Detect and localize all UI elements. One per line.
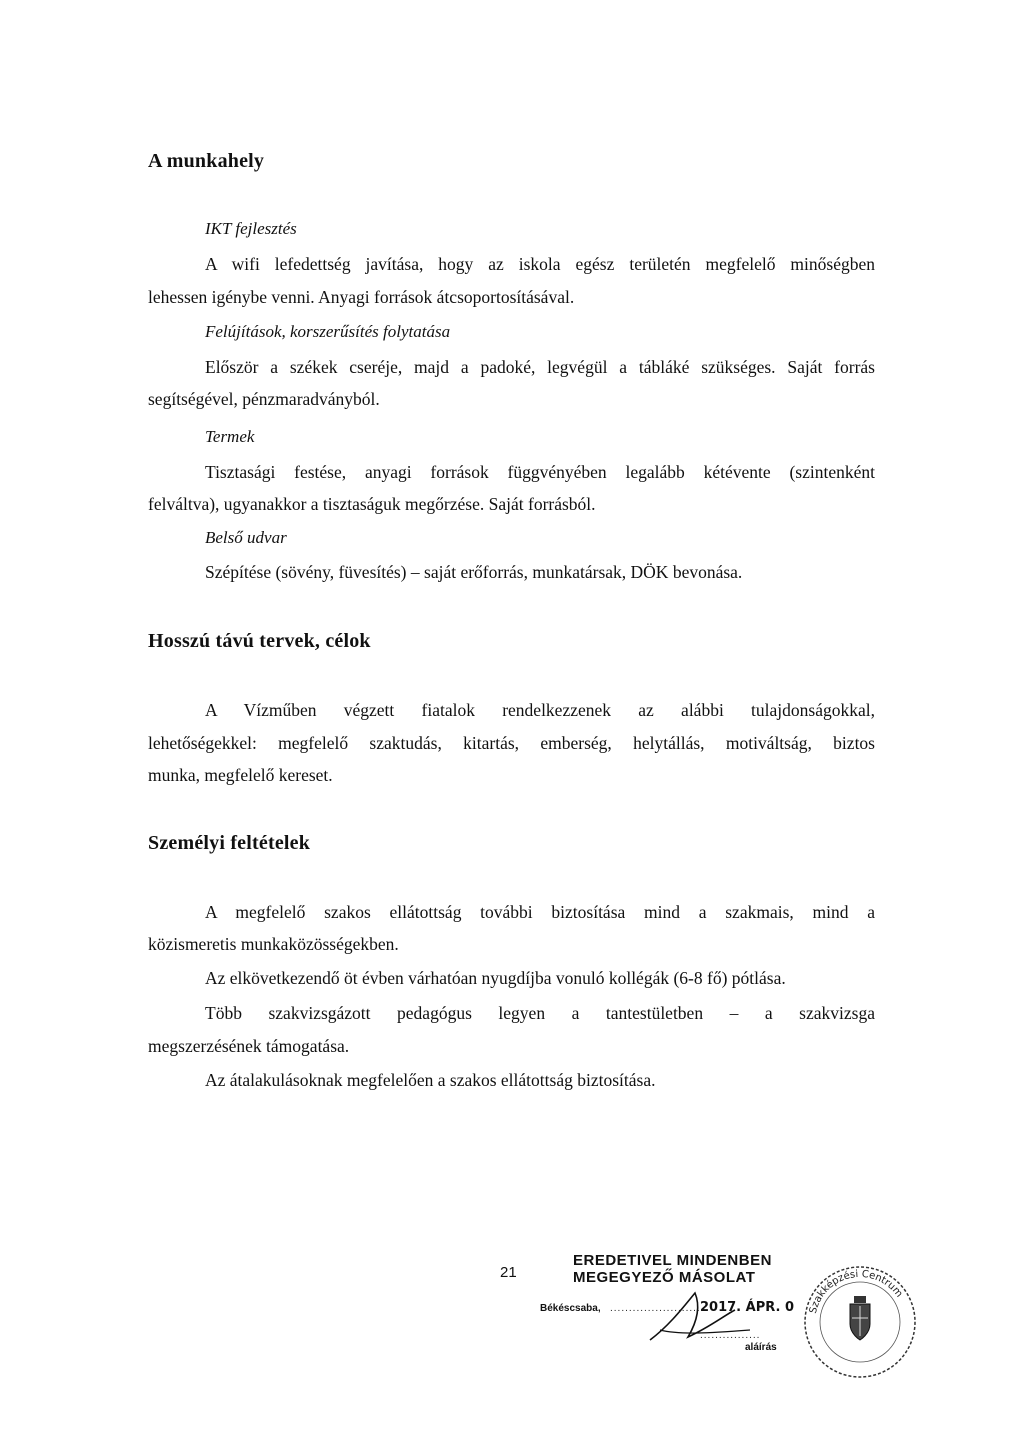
paragraph-line: Az elkövetkezendő öt évben várhatóan nyugdíjba vonuló kollégák (6-8 fő) pótlása. (205, 968, 786, 988)
subheading-rooms: Termek (205, 427, 255, 446)
subheading-courtyard: Belső udvar (205, 528, 287, 547)
section-heading-long-term: Hosszú távú tervek, célok (148, 630, 371, 652)
stamp-sign-label: aláírás (745, 1342, 777, 1353)
certify-stamp-line2: MEGEGYEZŐ MÁSOLAT (573, 1269, 756, 1286)
paragraph-line: Szépítése (sövény, füvesítés) – saját erőforrás, munkatársak, DÖK bevonása. (205, 562, 743, 582)
paragraph-line: munka, megfelelő kereset. (148, 765, 333, 785)
section-heading-personal: Személyi feltételek (148, 832, 311, 854)
paragraph-line: A megfelelő szakos ellátottság további biztosítása mind a szakmais, mind a (205, 902, 875, 922)
stamp-sign-dots: ................ (700, 1330, 761, 1341)
section-heading-workplace: A munkahely (148, 150, 265, 172)
paragraph-line: A wifi lefedettség javítása, hogy az iskola egész területén megfelelő minőségben (205, 254, 875, 274)
paragraph-line: Először a székek cseréje, majd a padoké, legvégül a tábláké szükséges. Saját forrás (205, 357, 875, 377)
seal-text: Szakképzési Centrum (807, 1268, 905, 1315)
stamp-date-dots: .......................... (610, 1303, 709, 1314)
paragraph-line: segítségével, pénzmaradványból. (148, 389, 380, 409)
stamp-place: Békéscsaba, (540, 1303, 601, 1314)
paragraph-line: lehessen igénybe venni. Anyagi források átcsoportosításával. (148, 287, 575, 307)
paragraph-line: felváltva), ugyanakkor a tisztaságuk megőrzése. Saját forrásból. (148, 494, 596, 514)
paragraph-line: Tisztasági festése, anyagi források függvényében legalább kétévente (szintenként (205, 462, 875, 482)
official-seal (800, 1262, 920, 1382)
paragraph-line: közismeretis munkaközösségekben. (148, 934, 399, 954)
stamp-date-handwritten: 2017. ÁPR. 0 (700, 1300, 794, 1315)
subheading-renovation: Felújítások, korszerűsítés folytatása (205, 322, 451, 341)
paragraph-line: megszerzésének támogatása. (148, 1036, 350, 1056)
paragraph-line: Több szakvizsgázott pedagógus legyen a tantestületben – a szakvizsga (205, 1003, 875, 1023)
certify-stamp-line1: EREDETIVEL MINDENBEN (573, 1252, 772, 1269)
coat-of-arms-icon (850, 1296, 870, 1340)
paragraph-line: A Vízműben végzett fiatalok rendelkezzenek az alábbi tulajdonságokkal, (205, 700, 875, 720)
paragraph-line: lehetőségekkel: megfelelő szaktudás, kitartás, emberség, helytállás, motiváltság, biztos (148, 733, 875, 753)
paragraph-line: Az átalakulásoknak megfelelően a szakos ellátottság biztosítása. (205, 1070, 656, 1090)
page-number: 21 (500, 1264, 517, 1281)
subheading-ikt: IKT fejlesztés (205, 219, 297, 238)
